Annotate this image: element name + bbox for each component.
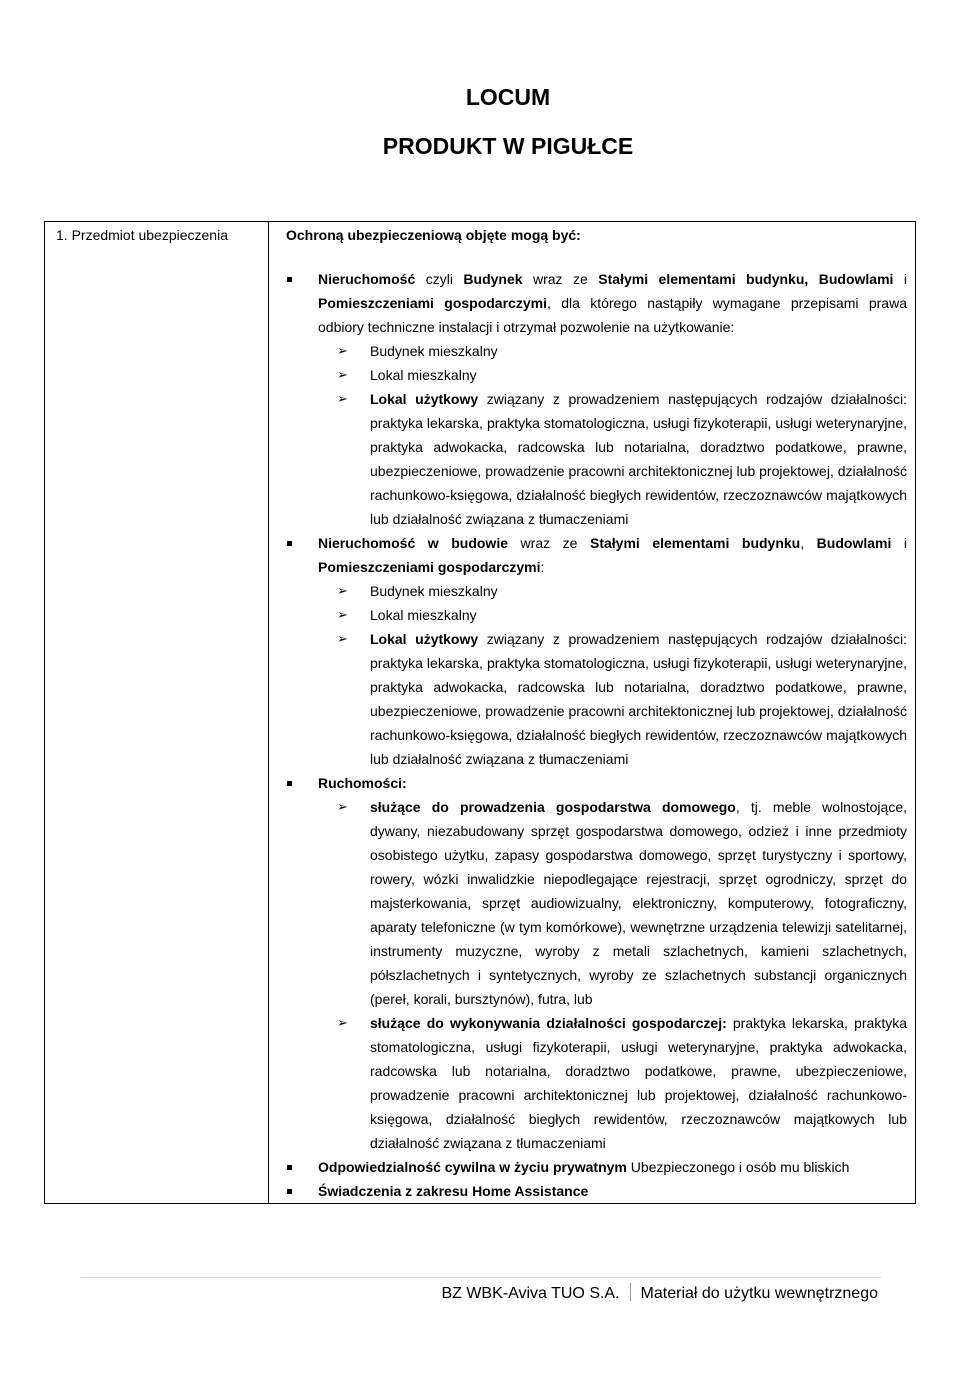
product-table bbox=[44, 221, 916, 1204]
sub-item-budynek: ➢ Budynek mieszkalny bbox=[275, 579, 907, 603]
square-bullet-icon bbox=[287, 1189, 292, 1194]
document-subtitle: PRODUKT W PIGUŁCE bbox=[382, 133, 634, 159]
sub-item-lokal-uzytkowy: ➢ Lokal użytkowy związany z prowadzeniem następujących rodzajów działalności: praktyka lekarska, praktyka stomatologiczna, usługi fizykoterapii, usługi weterynaryjne, praktyka adwokacka, radcowska lub notarialna, doradztwo podatkowe, prawne, ubezpieczeniowe, prowadzenie pracowni architektonicznej lub projektowej, działalność rachunkowo-księgowa, działalność biegłych rewidentów, rzeczoznawców majątkowych lub działalność związana z tłumaczeniami bbox=[275, 627, 907, 771]
footer-separator bbox=[630, 1283, 631, 1301]
coverage-heading: Ochroną ubezpieczeniową objęte mogą być: bbox=[286, 227, 581, 243]
sub-item-gospodarstwo-domowe: ➢ służące do prowadzenia gospodarstwa domowego, tj. meble wolnostojące, dywany, niezabudowany sprzęt gospodarstwa domowego, odzież i inne przedmioty osobistego użytku, zapasy gospodarstwa domowego, sprzęt turystyczny i sportowy, rowery, wózki inwalidzkie niepodlegające rejestracji, sprzęt ogrodniczy, sprzęt do majsterkowania, sprzęt audiowizualny, elektroniczny, komputerowy, fotograficzny, aparaty telefoniczne (w tym komórkowe), wewnętrzne urządzenia telewizji satelitarnej, instrumenty muzyczne, wyroby z metali szlachetnych, kamieni szlachetnych, półszlachetnych i syntetycznych, wyroby ze szlachetnych substancji organicznych (pereł, korali, bursztynów), futra, lub bbox=[275, 795, 907, 1011]
list-item-home-assistance: Świadczenia z zakresu Home Assistance bbox=[275, 1179, 907, 1203]
list-item-nieruchomosc: Nieruchomość czyli Budynek wraz ze Stałymi elementami budynku, Budowlami i Pomieszczeniami gospodarczymi, dla którego nastąpiły wymagane przepisami prawa odbiory techniczne instalacji i otrzymał pozwolenie na użytkowanie: bbox=[275, 267, 907, 339]
sub-item-dzialalnosc-gospodarcza: ➢ służące do wykonywania działalności gospodarczej: praktyka lekarska, praktyka stomatologiczna, usługi fizykoterapii, usługi weterynaryjne, praktyka adwokacka, radcowska lub notarialna, doradztwo podatkowe, prawne, ubezpieczeniowe, prowadzenie pracowni architektonicznej lub projektowej, działalność rachunkowo-księgowa, działalność biegłych rewidentów, rzeczoznawców majątkowych lub działalność związana z tłumaczeniami bbox=[275, 1011, 907, 1155]
footer-note: Materiał do użytku wewnętrznego bbox=[640, 1285, 878, 1302]
square-bullet-icon bbox=[287, 1165, 292, 1170]
sub-item-lokal-uzytkowy: ➢ Lokal użytkowy związany z prowadzeniem następujących rodzajów działalności: praktyka lekarska, praktyka stomatologiczna, usługi fizykoterapii, usługi weterynaryjne, praktyka adwokacka, radcowska lub notarialna, doradztwo podatkowe, prawne, ubezpieczeniowe, prowadzenie pracowni architektonicznej lub projektowej, działalność rachunkowo-księgowa, działalność biegłych rewidentów, rzeczoznawców majątkowych lub działalność związana z tłumaczeniami bbox=[275, 387, 907, 531]
document-title: LOCUM bbox=[465, 84, 551, 110]
footer-divider bbox=[81, 1277, 881, 1278]
square-bullet-icon bbox=[287, 277, 292, 282]
list-item-nieruchomosc-w-budowie: Nieruchomość w budowie wraz ze Stałymi elementami budynku, Budowlami i Pomieszczeniami gospodarczymi: bbox=[275, 531, 907, 579]
arrow-bullet-icon: ➢ bbox=[337, 391, 348, 406]
arrow-bullet-icon: ➢ bbox=[337, 583, 348, 598]
page-footer bbox=[441, 1283, 878, 1303]
square-bullet-icon bbox=[287, 541, 292, 546]
footer-company: BZ WBK-Aviva TUO S.A. bbox=[441, 1285, 620, 1302]
square-bullet-icon bbox=[287, 781, 292, 786]
arrow-bullet-icon: ➢ bbox=[337, 631, 348, 646]
section-label-cell bbox=[45, 222, 269, 1204]
arrow-bullet-icon: ➢ bbox=[337, 1015, 348, 1030]
arrow-bullet-icon: ➢ bbox=[337, 343, 348, 358]
section-content-cell bbox=[269, 222, 916, 1204]
list-item-ruchomosci: Ruchomości: bbox=[275, 771, 907, 795]
section-label: 1. Przedmiot ubezpieczenia bbox=[56, 227, 228, 243]
sub-item-lokal-mieszkalny: ➢ Lokal mieszkalny bbox=[275, 603, 907, 627]
sub-item-lokal-mieszkalny: ➢ Lokal mieszkalny bbox=[275, 363, 907, 387]
arrow-bullet-icon: ➢ bbox=[337, 799, 348, 814]
arrow-bullet-icon: ➢ bbox=[337, 607, 348, 622]
sub-item-budynek: ➢ Budynek mieszkalny bbox=[275, 339, 907, 363]
list-item-oc: Odpowiedzialność cywilna w życiu prywatnym Ubezpieczonego i osób mu bliskich bbox=[275, 1155, 907, 1179]
arrow-bullet-icon: ➢ bbox=[337, 367, 348, 382]
